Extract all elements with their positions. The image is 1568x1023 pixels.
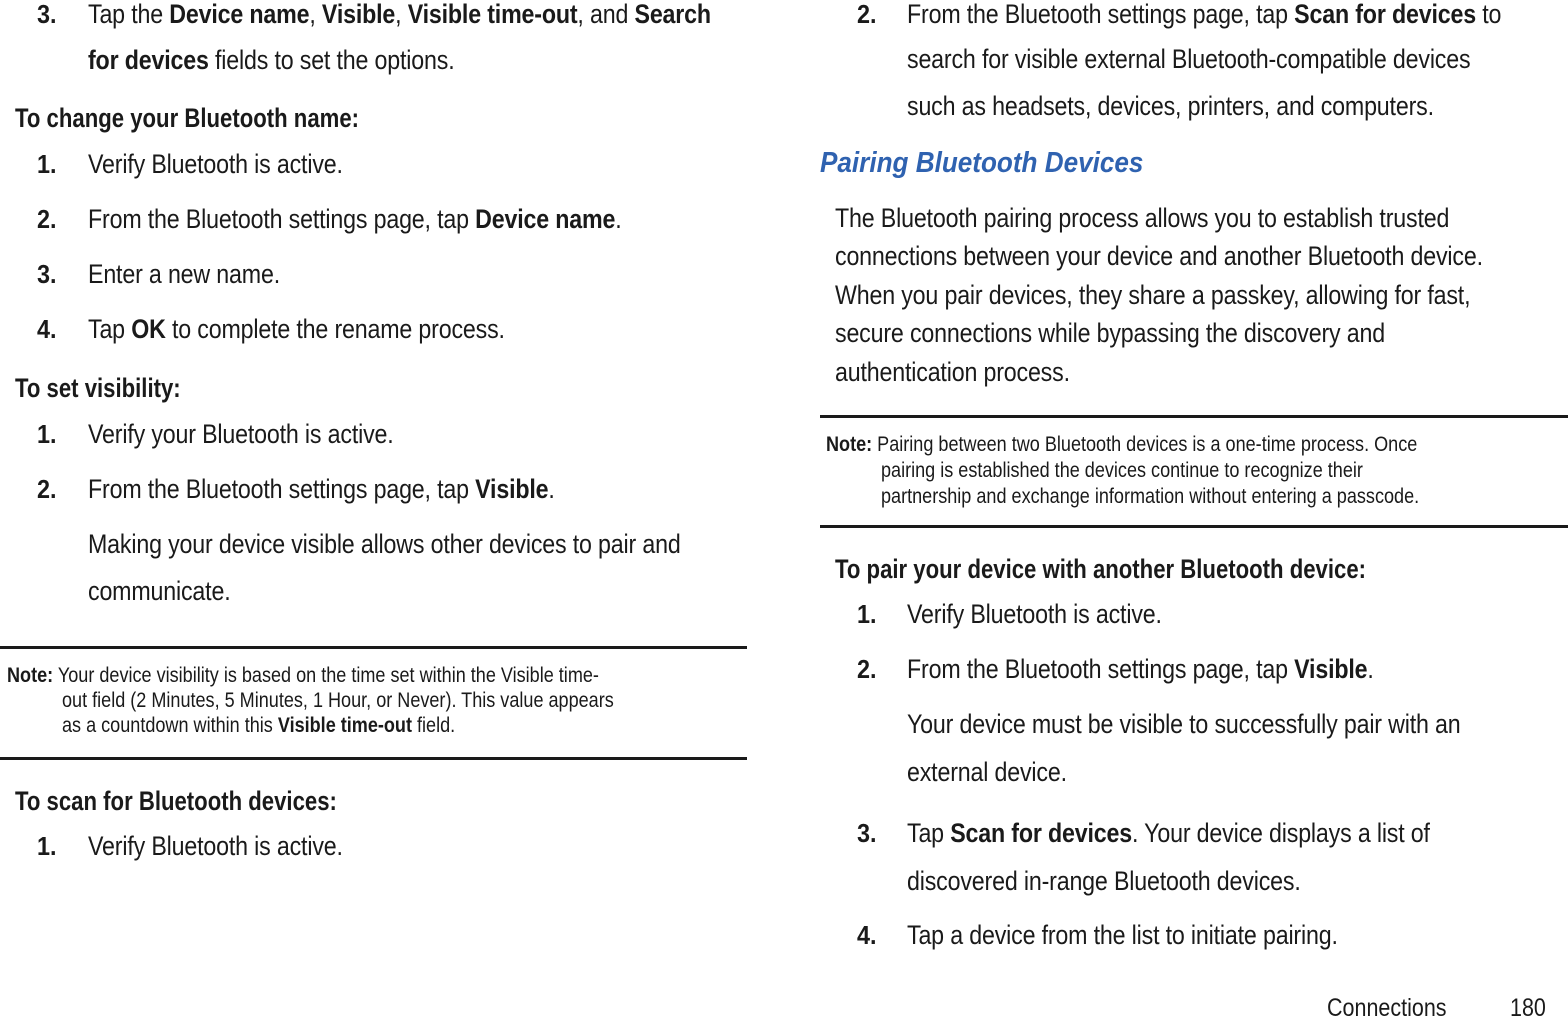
intro-step-line-1: Tap the Device name, Visible, Visible time-out, and Search	[88, 0, 711, 29]
note-line-2: pairing is established the devices continue to recognize their	[881, 459, 1363, 482]
pairing-paragraph-line-5: authentication process.	[835, 357, 1070, 387]
step-number: 1.	[37, 419, 57, 449]
pair-step-2: From the Bluetooth settings page, tap Visible.	[907, 654, 1374, 684]
scan-step-2-line-1: From the Bluetooth settings page, tap Scan for devices to	[907, 0, 1502, 29]
page-number: 180	[1510, 994, 1546, 1022]
pairing-paragraph-line-1: The Bluetooth pairing process allows you to establish trusted	[835, 203, 1450, 233]
step-number: 2.	[857, 654, 877, 684]
rename-step-4: Tap OK to complete the rename process.	[88, 314, 505, 344]
note-line-3: partnership and exchange information without entering a passcode.	[881, 485, 1420, 508]
pairing-paragraph-line-3: When you pair devices, they share a passkey, allowing for fast,	[835, 280, 1471, 310]
pairing-paragraph-line-4: secure connections while bypassing the discovery and	[835, 318, 1385, 348]
step-number: 1.	[37, 831, 57, 861]
step-number: 2.	[857, 0, 877, 29]
visibility-paragraph-line-2: communicate.	[88, 576, 231, 606]
rename-step-1: Verify Bluetooth is active.	[88, 149, 343, 179]
visibility-step-2: From the Bluetooth settings page, tap Visible.	[88, 474, 555, 504]
note-divider-bottom	[820, 525, 1568, 528]
note-line-2: out field (2 Minutes, 5 Minutes, 1 Hour, or Never). This value appears	[62, 689, 614, 712]
pairing-paragraph-line-2: connections between your device and another Bluetooth device.	[835, 241, 1483, 271]
step-number: 3.	[37, 0, 57, 29]
step-number: 3.	[857, 818, 877, 848]
step-number: 2.	[37, 204, 57, 234]
step-number: 4.	[37, 314, 57, 344]
visibility-heading: To set visibility:	[15, 373, 181, 403]
note-divider-top	[0, 646, 747, 649]
pair-paragraph-line-2: external device.	[907, 757, 1067, 787]
scan-step-2-line-2: search for visible external Bluetooth-compatible devices	[907, 44, 1471, 74]
rename-heading: To change your Bluetooth name:	[15, 103, 360, 133]
scan-step-2-line-3: such as headsets, devices, printers, and computers.	[907, 91, 1434, 121]
note-divider-top	[820, 415, 1568, 418]
visibility-paragraph-line-1: Making your device visible allows other devices to pair and	[88, 529, 681, 559]
pair-step-3-line-2: discovered in-range Bluetooth devices.	[907, 866, 1301, 896]
pair-step-1: Verify Bluetooth is active.	[907, 599, 1162, 629]
scan-heading: To scan for Bluetooth devices:	[15, 786, 337, 816]
section-title: Pairing Bluetooth Devices	[820, 147, 1144, 179]
pair-heading: To pair your device with another Bluetooth device:	[835, 554, 1367, 584]
note-line-1: Note: Pairing between two Bluetooth devices is a one-time process. Once	[826, 433, 1418, 456]
step-number: 2.	[37, 474, 57, 504]
note-line-3: as a countdown within this Visible time-out field.	[62, 714, 456, 737]
scan-step-1: Verify Bluetooth is active.	[88, 831, 343, 861]
note-line-1: Note: Your device visibility is based on the time set within the Visible time-	[7, 664, 599, 687]
intro-step-line-2: for devices fields to set the options.	[88, 45, 455, 75]
pair-step-4: Tap a device from the list to initiate pairing.	[907, 920, 1338, 950]
step-number: 1.	[857, 599, 877, 629]
visibility-step-1: Verify your Bluetooth is active.	[88, 419, 394, 449]
step-number: 3.	[37, 259, 57, 289]
note-divider-bottom	[0, 757, 747, 760]
footer-section-name: Connections	[1327, 994, 1447, 1022]
rename-step-3: Enter a new name.	[88, 259, 280, 289]
step-number: 1.	[37, 149, 57, 179]
rename-step-2: From the Bluetooth settings page, tap Device name.	[88, 204, 622, 234]
step-number: 4.	[857, 920, 877, 950]
pair-paragraph-line-1: Your device must be visible to successfully pair with an	[907, 709, 1461, 739]
pair-step-3-line-1: Tap Scan for devices. Your device displays a list of	[907, 818, 1430, 848]
